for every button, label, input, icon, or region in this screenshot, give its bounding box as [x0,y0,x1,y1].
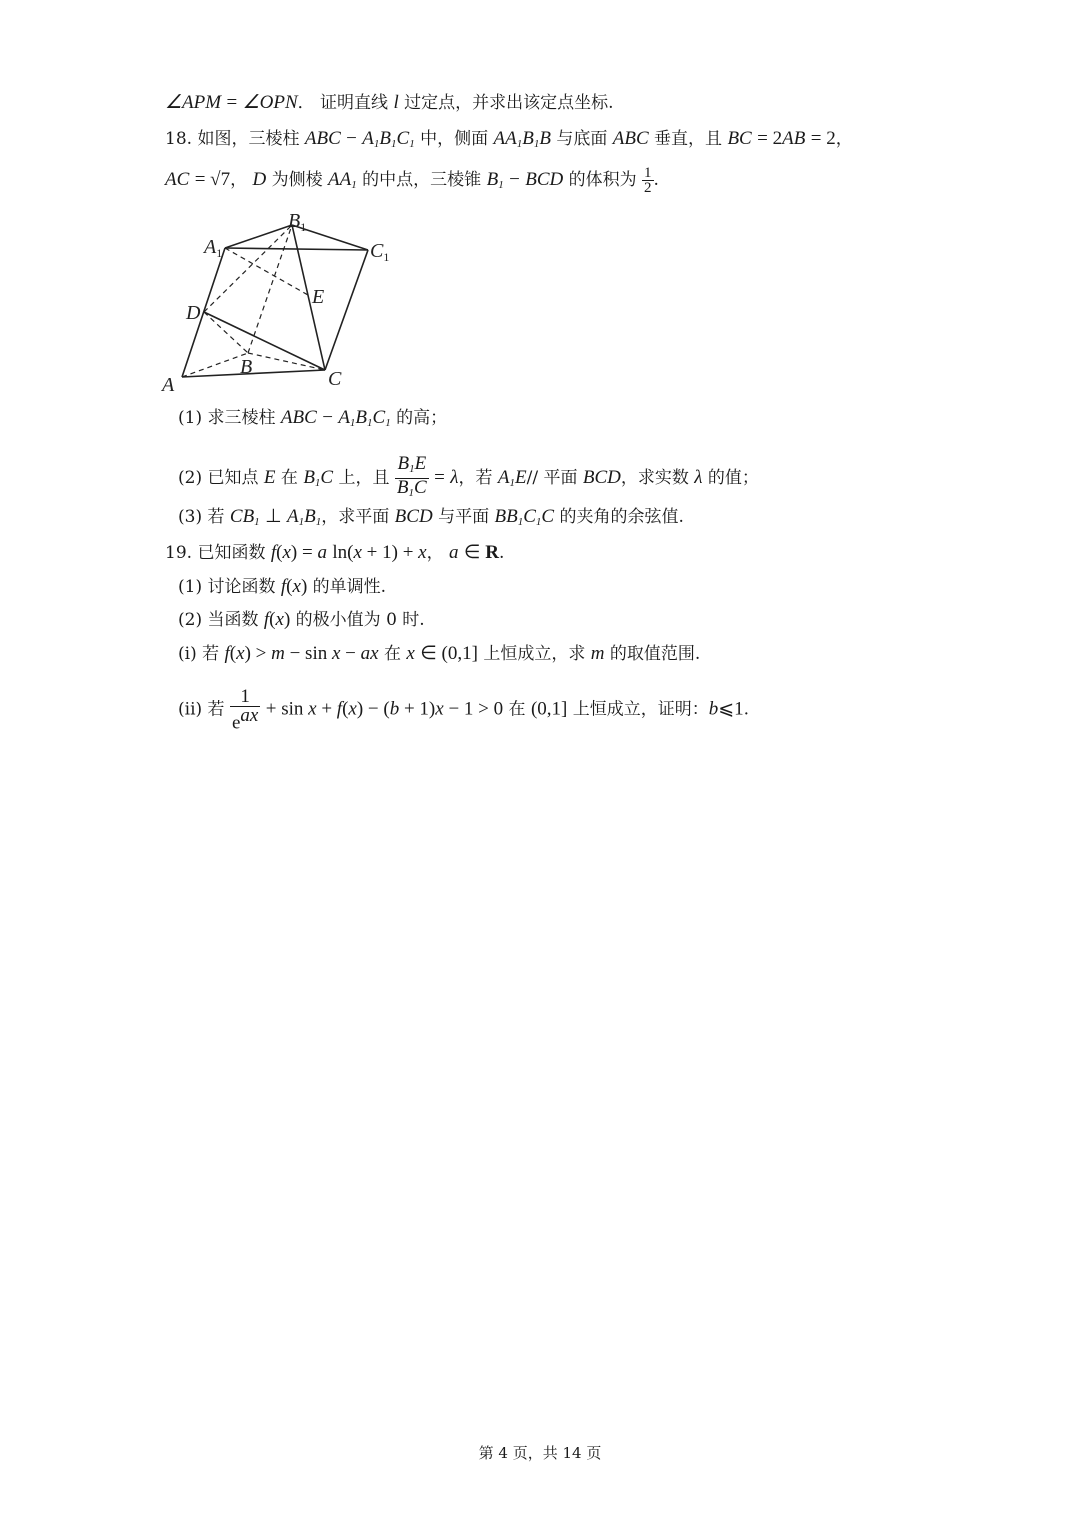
q18-part3: (3) 若 $CB_1$ ⊥ $A_1B_1$，求平面 BCD 与平面 $BB_1C_1C$ 的夹角的余弦值. [178,506,684,528]
edge-A1-E [225,248,308,295]
q18-part2: (2) 已知点 E 在 $B_1C$ 上，且 $\frac{B_1E}{B_1C}$ = λ，若 $A_1E//$ 平面 BCD，求实数 λ 的值； [178,455,759,502]
edge-D-B1 [204,225,292,312]
edge-D-C [204,312,325,370]
q18-number: 18. [165,129,193,149]
q19-part2: (2) 当函数 f(x) 的极小值为 0 时. [178,609,425,630]
label-C: C [328,368,342,390]
q18-stem-line1: 18. 如图，三棱柱 ABC − $A_1B_1C_1$ 中，侧面 $AA_1B_1B$ 与底面 ABC 垂直，且 BC = 2AB = 2， [165,128,853,150]
edge-D-B [204,312,248,353]
edge-B-B1 [248,225,292,353]
label-B: B [240,356,253,378]
label-B1: $B_1$ [288,210,307,234]
q18-part1: (1) 求三棱柱 ABC − $A_1B_1C_1$ 的高； [178,407,448,429]
q19-part2-ii: (ii) 若 $\frac{1}{e^{ax}}$ + sin x + f(x) − (b + 1)x − 1 > 0 在 (0,1] 上恒成立，证明：b⩽1. [178,686,750,734]
lambda-fraction: $\frac{B_1E}{B_1C}$ [396,453,427,499]
prism-figure [160,205,400,395]
label-A: A [162,374,175,395]
label-D: D [186,302,201,324]
exp-fraction: $\frac{1}{e^{ax}}$ [231,686,259,734]
q19-number: 19. [165,543,193,563]
q17-tail-line: ∠APM = ∠OPN． 证明直线 l 过定点，并求出该定点坐标. [165,92,614,113]
q19-stem: 19. 已知函数 f(x) = a ln(x + 1) + x， a ∈ R. [165,542,505,563]
q19-part2-i: (i) 若 f(x) > m − sin x − ax 在 x ∈ (0,1] 上恒成立，求 m 的取值范围. [178,643,701,664]
q18-stem-line2: AC = √7， D 为侧棱 $AA_1$ 的中点，三棱锥 $B_1$ − BCD 的体积为 $\frac{1}{2}$ . [165,165,659,196]
label-A1: $A_1$ [204,236,223,260]
edge-C1-C [325,250,368,370]
page-footer: 第 4 页，共 14 页 [478,1444,602,1462]
q19-part1: (1) 讨论函数 f(x) 的单调性. [178,576,387,597]
edge-A-B [182,353,248,377]
edge-A1-B1 [225,225,292,248]
label-E: E [312,286,325,308]
label-C1: $C_1$ [370,240,390,264]
edge-A-C [182,370,325,377]
volume-fraction: $\frac{1}{2}$ [644,165,652,196]
edge-B-C [248,353,325,370]
